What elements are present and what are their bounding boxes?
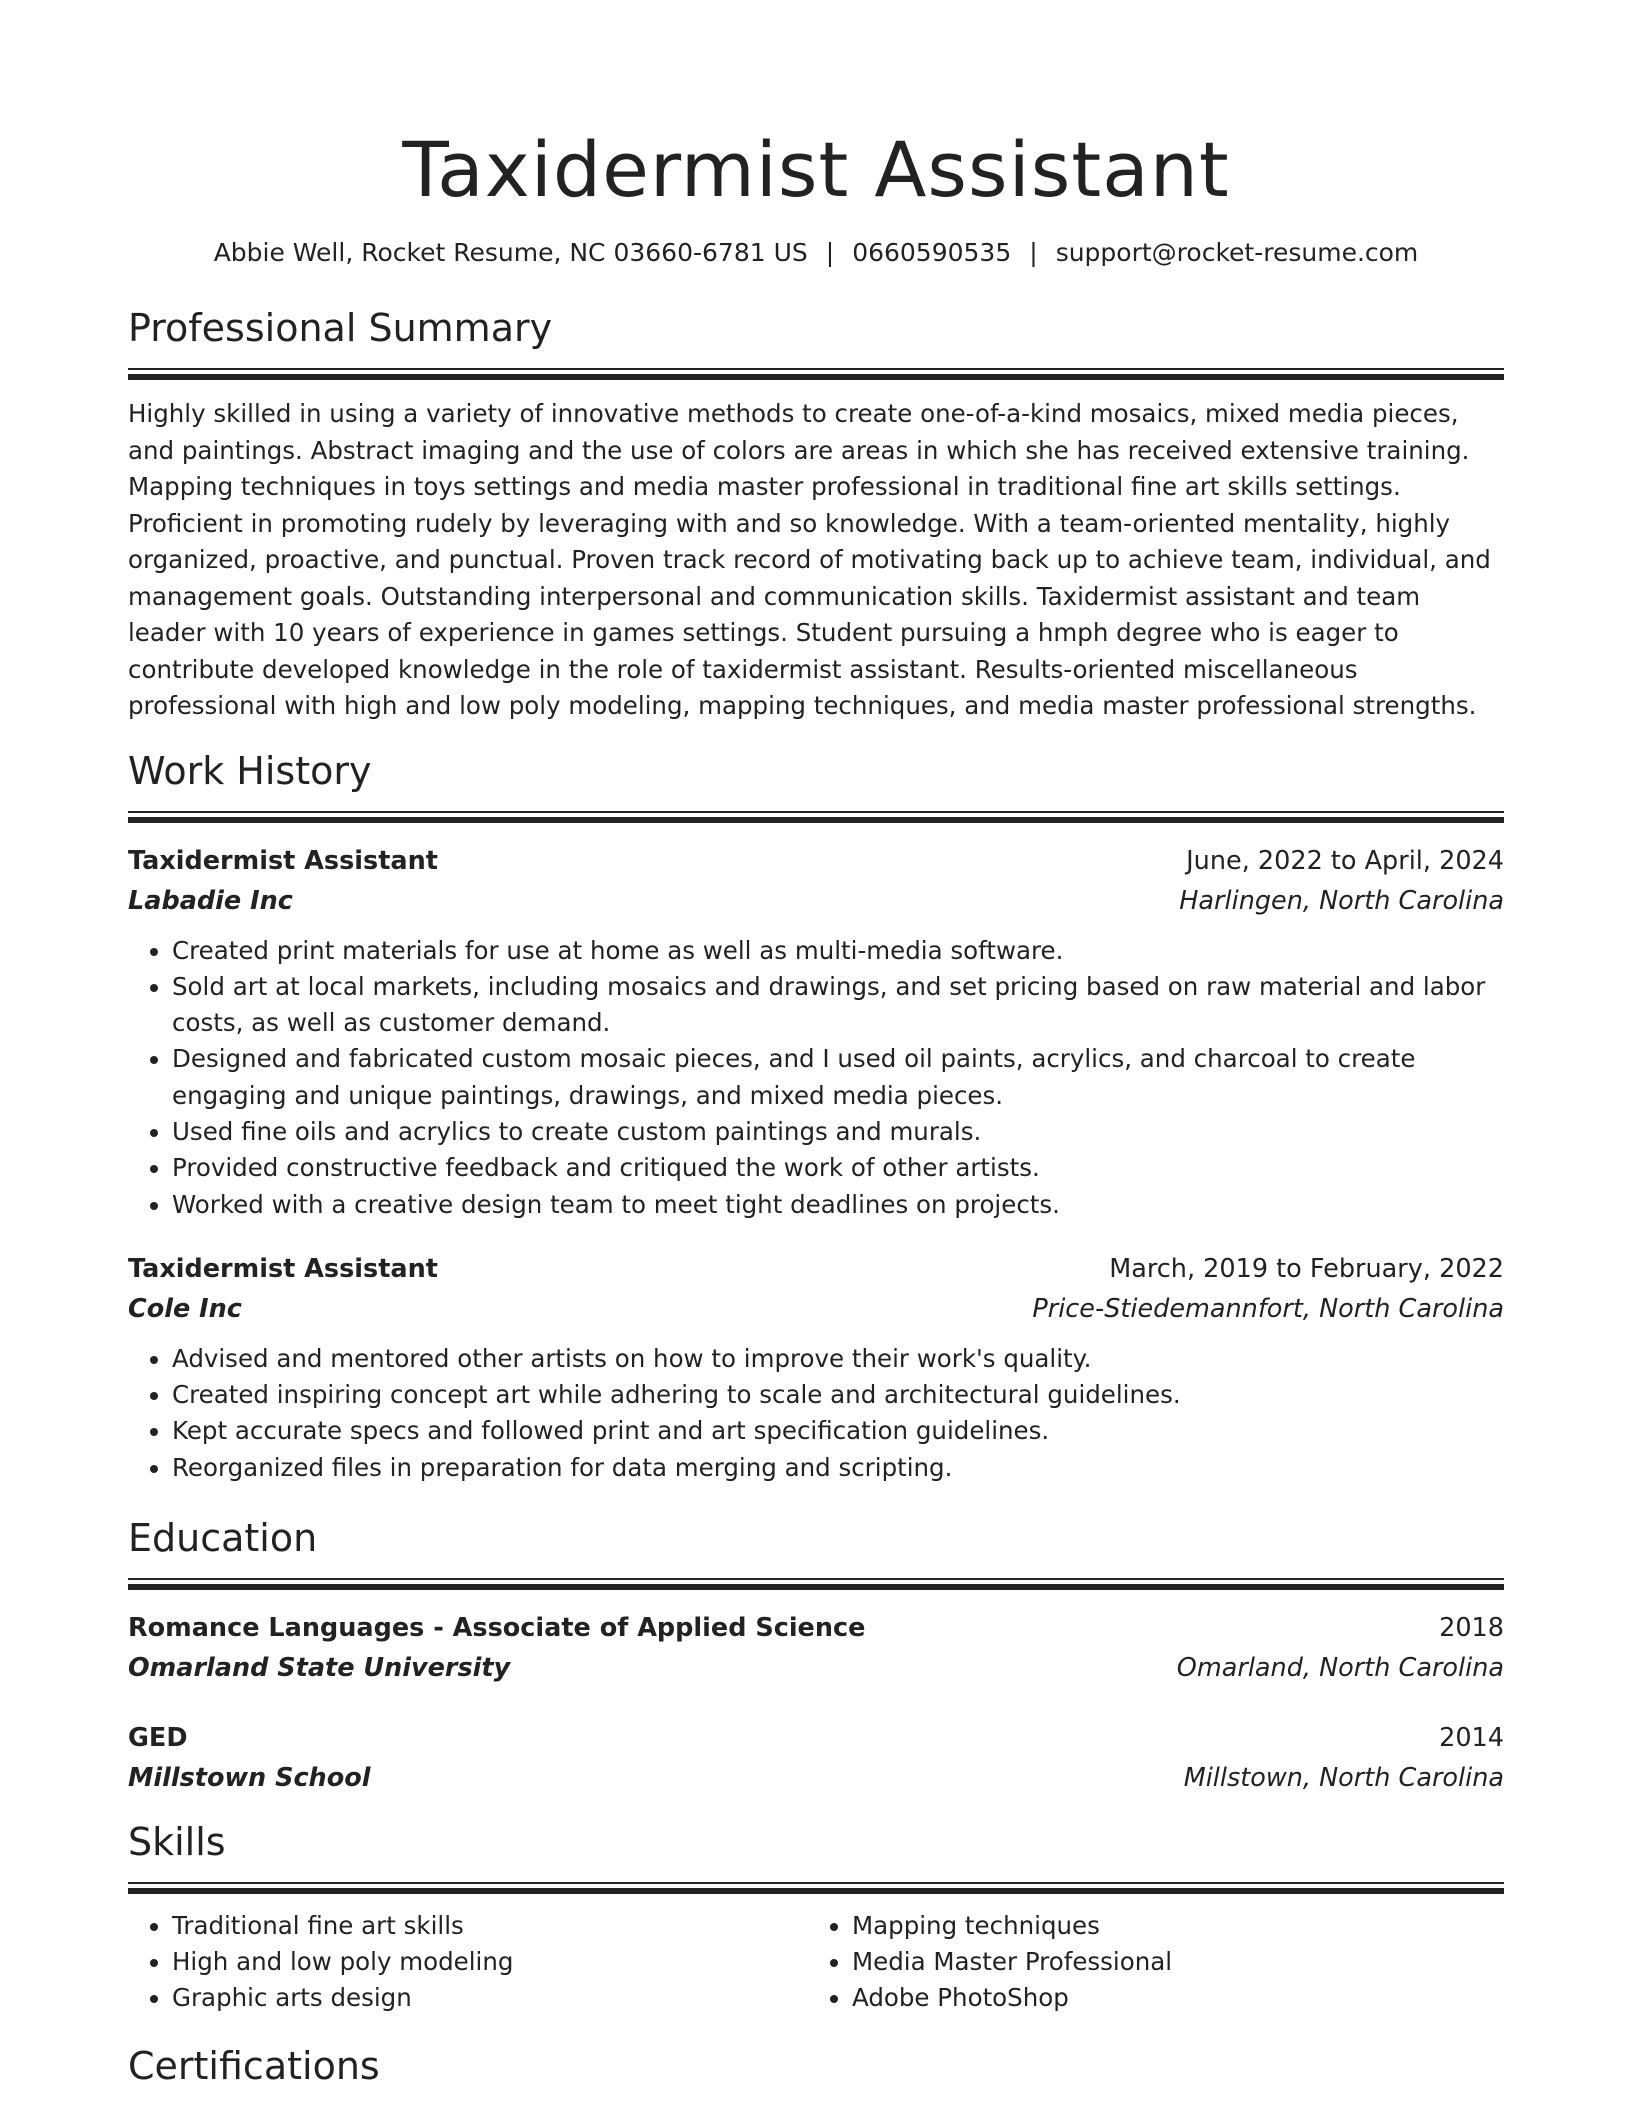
job-dates: June, 2022 to April, 2024 (1186, 845, 1504, 876)
contact-email[interactable]: support@rocket-resume.com (1055, 238, 1419, 267)
job-company: Cole Inc (128, 1293, 242, 1324)
job-bullet: • Used fine oils and acrylics to create custom paintings and murals. (172, 1114, 1504, 1150)
education-location: Millstown, North Carolina (1183, 1763, 1504, 1794)
job-entry (128, 841, 1504, 1223)
education-year: 2014 (1439, 1723, 1504, 1754)
section-title-certifications: Certifications (128, 2044, 380, 2089)
education-section (128, 1514, 1504, 1798)
section-title-skills: Skills (128, 1820, 226, 1865)
job-bullet: • Provided constructive feedback and critiqued the work of other artists. (172, 1150, 1504, 1186)
skill-item: • Traditional fine art skills (172, 1908, 804, 1944)
skills-section (128, 1818, 1504, 2016)
summary-section (128, 304, 1504, 725)
section-title-education: Education (128, 1516, 318, 1561)
resume-name: Taxidermist Assistant (402, 125, 1230, 214)
work-history-section (128, 747, 1504, 1487)
job-bullets (128, 933, 1504, 1223)
job-title: Taxidermist Assistant (128, 845, 438, 876)
skill-item: • High and low poly modeling (172, 1944, 804, 1980)
job-location: Price-Stiedemannfort, North Carolina (1032, 1293, 1504, 1324)
education-location: Omarland, North Carolina (1176, 1653, 1504, 1684)
section-divider (128, 368, 1504, 380)
skill-item: • Mapping techniques (852, 1908, 1484, 1944)
job-entry (128, 1249, 1504, 1486)
section-title-summary: Professional Summary (128, 306, 553, 350)
job-dates: March, 2019 to February, 2022 (1109, 1253, 1504, 1284)
job-bullet: • Created print materials for use at home as well as multi-media software. (172, 933, 1504, 969)
job-bullet: • Sold art at local markets, including mosaics and drawings, and set pricing based on raw material and labor costs, as well as customer demand. (172, 969, 1504, 1042)
summary-text: Highly skilled in using a variety of innovative methods to create one-of-a-kind mosaics, mixed media pieces, and paintings. Abstract imaging and the use of colors are areas in which she has received extensive training. Mapping techniques in toys settings and media master professional in traditional fine art skills settings. Proficient in promoting rudely by leveraging with and so knowledge. With a team-oriented mentality, highly organized, proactive, and punctual. Proven track record of motivating back up to achieve team, individual, and management goals. Outstanding interpersonal and communication skills. Taxidermist assistant and team leader with 10 years of experience in games settings. Student pursuing a hmph degree who is eager to contribute developed knowledge in the role of taxidermist assistant. Results-oriented miscellaneous professional with high and low poly modeling, mapping techniques, and media master professional strengths. (128, 399, 1491, 720)
section-title-work-history: Work History (128, 748, 372, 793)
contact-separator: | (1029, 238, 1038, 267)
contact-line (128, 236, 1504, 270)
education-school: Millstown School (128, 1763, 371, 1794)
education-degree: GED (128, 1723, 188, 1754)
skills-columns (128, 1908, 1504, 2016)
job-title: Taxidermist Assistant (128, 1253, 438, 1284)
section-divider (128, 1578, 1504, 1590)
job-bullet: • Created inspiring concept art while adhering to scale and architectural guidelines. (172, 1377, 1504, 1413)
contact-address: Abbie Well, Rocket Resume, NC 03660-6781 US (213, 238, 808, 267)
job-bullet: • Worked with a creative design team to meet tight deadlines on projects. (172, 1187, 1504, 1223)
education-degree: Romance Languages - Associate of Applied Science (128, 1613, 866, 1644)
resume-page (128, 0, 1504, 2090)
contact-separator: | (825, 238, 835, 267)
section-divider (128, 1882, 1504, 1894)
education-entry (128, 1718, 1504, 1798)
skill-item: • Media Master Professional (852, 1944, 1484, 1980)
contact-phone: 0660590535 (852, 238, 1012, 267)
certifications-section (128, 2042, 1504, 2090)
skill-item: • Graphic arts design (172, 1980, 804, 2016)
job-bullet: • Designed and fabricated custom mosaic pieces, and I used oil paints, acrylics, and charcoal to create engaging and unique paintings, drawings, and mixed media pieces. (172, 1041, 1504, 1114)
job-bullet: • Advised and mentored other artists on how to improve their work's quality. (172, 1341, 1504, 1377)
skills-list-right (804, 1908, 1484, 2016)
education-school: Omarland State University (128, 1653, 511, 1684)
skill-item: • Adobe PhotoShop (852, 1980, 1484, 2016)
job-bullet: • Reorganized files in preparation for data merging and scripting. (172, 1450, 1504, 1486)
education-year: 2018 (1439, 1613, 1504, 1644)
section-divider (128, 811, 1504, 823)
job-company: Labadie Inc (128, 885, 293, 916)
education-entry (128, 1608, 1504, 1688)
skills-list-left (128, 1908, 804, 2016)
job-bullets (128, 1341, 1504, 1486)
job-location: Harlingen, North Carolina (1179, 885, 1504, 916)
job-bullet: • Kept accurate specs and followed print and art specification guidelines. (172, 1413, 1504, 1449)
